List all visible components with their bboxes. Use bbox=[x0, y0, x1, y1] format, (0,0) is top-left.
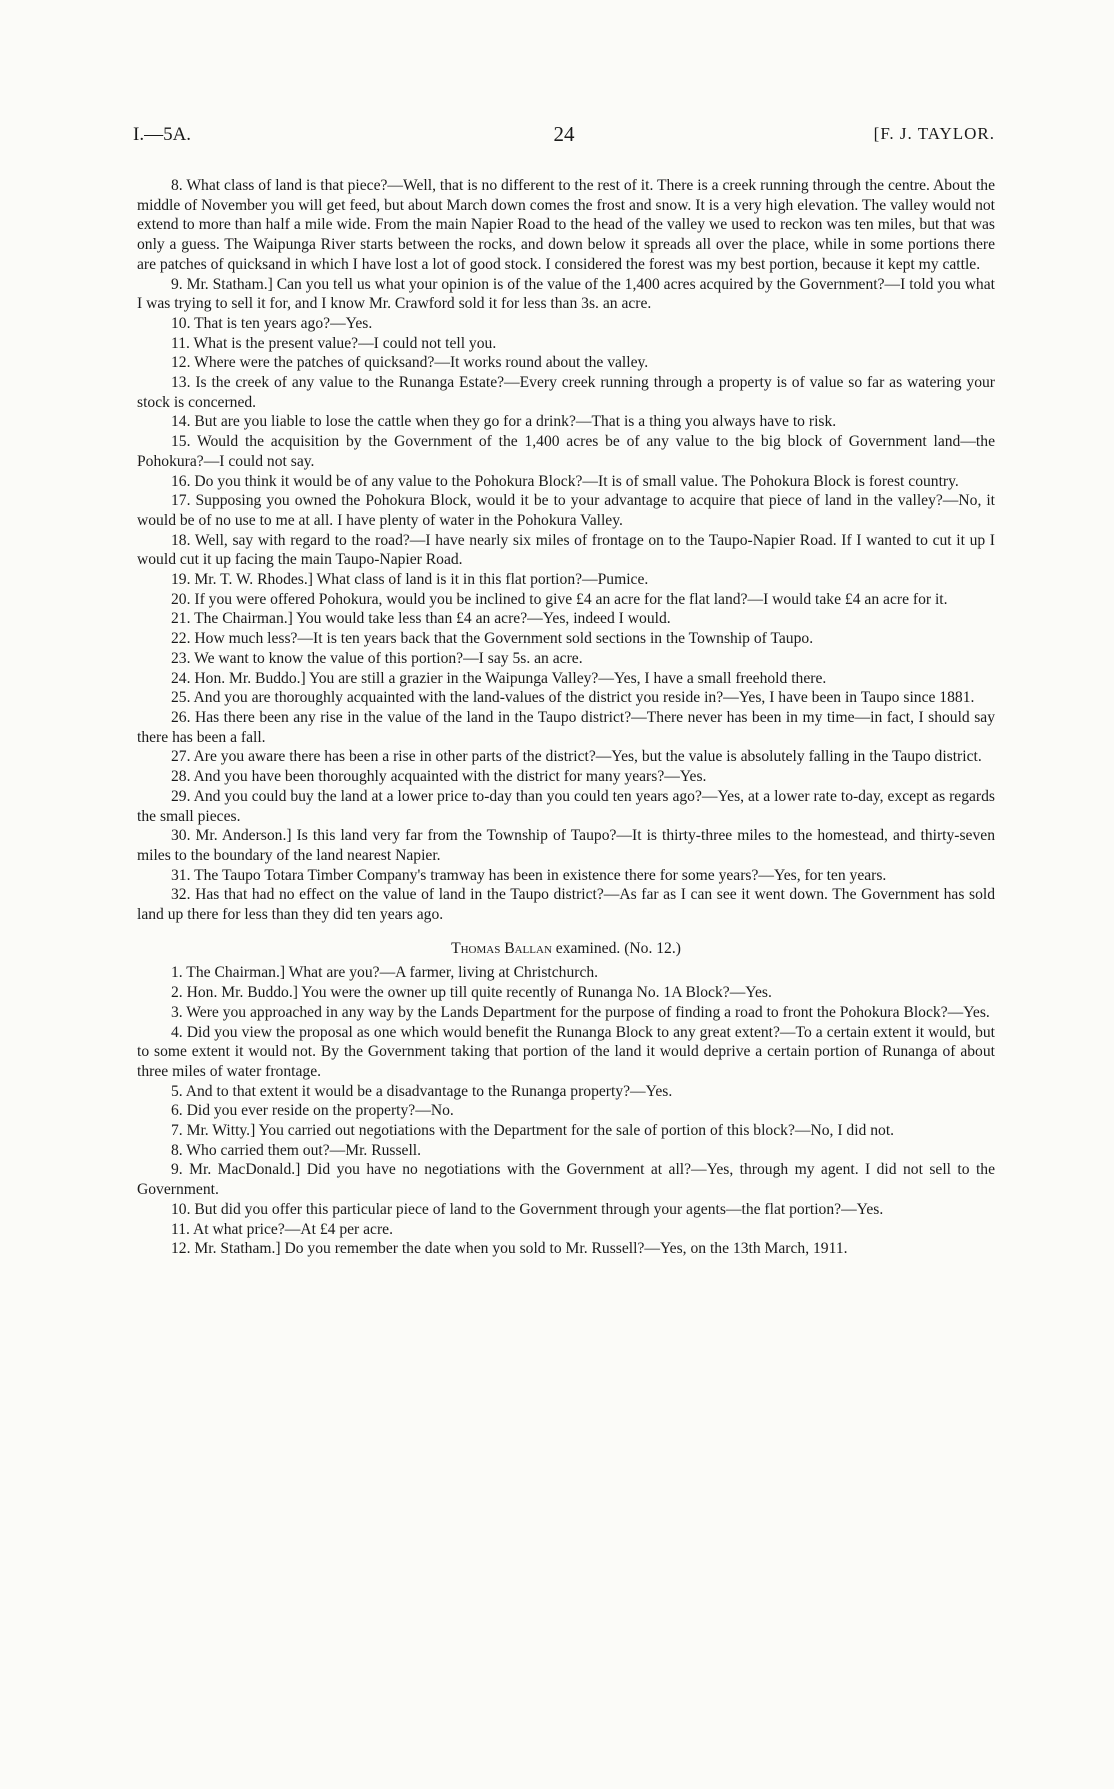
question-paragraph: 15. Would the acquisition by the Government of the 1,400 acres be of any value to the big block of Government land—the Pohokura?—I could not say. bbox=[137, 433, 995, 470]
question-paragraph: 8. What class of land is that piece?—Well, that is no different to the rest of it. There is a creek running through the centre. About the middle of November you will get feed, but about March down comes the frost and snow. It is a very high elevation. The valley would not extend to more than half a mile wide. From the main Napier Road to the head of the valley we used to reckon was ten miles, but that was only a guess. The Waipunga River starts between the rocks, and down below it spreads all over the place, while in some portions there are patches of quicksand in which I have lost a lot of good stock. I considered the forest was my best portion, because it kept my cattle. bbox=[137, 177, 995, 273]
witness-heading bbox=[137, 939, 995, 959]
question-paragraph: 26. Has there been any rise in the value of the land in the Taupo district?—There never has been in my time—in fact, I should say there has been a fall. bbox=[137, 708, 995, 746]
question-paragraph: 29. And you could buy the land at a lower price to-day than you could ten years ago?—Yes, at a lower rate to-day, except as regards the small pieces. bbox=[137, 787, 995, 825]
question-paragraph: 2. Hon. Mr. Buddo.] You were the owner up till quite recently of Runanga No. 1A Block?—Yes. bbox=[171, 984, 772, 1002]
question-paragraph: 17. Supposing you owned the Pohokura Block, would it be to your advantage to acquire that piece of land in the valley?—No, it would be of no use to me at all. I have plenty of water in the Pohokura Valley. bbox=[137, 492, 995, 529]
question-paragraph: 30. Mr. Anderson.] Is this land very far from the Township of Taupo?—It is thirty-three miles to the homestead, and thirty-seven miles to the boundary of the land nearest Napier. bbox=[137, 827, 995, 864]
question-paragraph: 16. Do you think it would be of any value to the Pohokura Block?—It is of small value. The Pohokura Block is forest country. bbox=[171, 472, 959, 490]
page-number: 24 bbox=[553, 122, 575, 146]
question-paragraph: 27. Are you aware there has been a rise in other parts of the district?—Yes, but the value is absolutely falling in the Taupo district. bbox=[171, 748, 982, 766]
question-paragraph: 32. Has that had no effect on the value of land in the Taupo district?—As far as I can see it went down. The Government has sold land up there for less than they did ten years ago. bbox=[137, 886, 995, 924]
paper-reference: I.—5A. bbox=[133, 124, 192, 145]
question-paragraph: 10. That is ten years ago?—Yes. bbox=[171, 314, 373, 332]
question-paragraph: 12. Where were the patches of quicksand?—It works round about the valley. bbox=[171, 354, 649, 372]
question-paragraph: 11. What is the present value?—I could not tell you. bbox=[171, 334, 497, 352]
witness-name: Thomas Ballan bbox=[451, 939, 552, 957]
question-paragraph: 13. Is the creek of any value to the Runanga Estate?—Every creek running through a property is of value so far as watering your stock is concerned. bbox=[137, 374, 995, 411]
question-paragraph: 25. And you are thoroughly acquainted with the land-values of the district you reside in?—Yes, I have been in Taupo since 1881. bbox=[171, 689, 975, 707]
question-paragraph: 21. The Chairman.] You would take less than £4 an acre?—Yes, indeed I would. bbox=[171, 610, 671, 628]
question-paragraph: 28. And you have been thoroughly acquainted with the district for many years?—Yes. bbox=[171, 768, 707, 786]
question-paragraph: 12. Mr. Statham.] Do you remember the date when you sold to Mr. Russell?—Yes, on the 13th March, 1911. bbox=[171, 1240, 848, 1258]
heading-rest: examined. (No. 12.) bbox=[551, 939, 681, 957]
question-paragraph: 9. Mr. MacDonald.] Did you have no negotiations with the Government at all?—Yes, through my agent. I did not sell to the Government. bbox=[137, 1161, 995, 1199]
question-paragraph: 22. How much less?—It is ten years back that the Government sold sections in the Township of Taupo. bbox=[171, 630, 814, 648]
question-paragraph: 9. Mr. Statham.] Can you tell us what your opinion is of the value of the 1,400 acres acquired by the Government?—I told you what I was trying to sell it for, and I know Mr. Crawford sold it for less than 3s. an acre. bbox=[137, 275, 995, 313]
question-paragraph: 23. We want to know the value of this portion?—I say 5s. an acre. bbox=[171, 649, 583, 667]
question-paragraph: 18. Well, say with regard to the road?—I have nearly six miles of frontage on to the Taupo-Napier Road. If I wanted to cut it up I would cut it up facing the main Taupo-Napier Road. bbox=[137, 531, 995, 569]
page-body bbox=[137, 176, 995, 1259]
question-paragraph: 3. Were you approached in any way by the Lands Department for the purpose of finding a road to front the Pohokura Block?—Yes. bbox=[171, 1003, 990, 1021]
testimony-section-ballan bbox=[137, 963, 995, 1259]
page-header bbox=[133, 124, 995, 148]
question-paragraph: 20. If you were offered Pohokura, would you be inclined to give £4 an acre for the flat land?—I would take £4 an acre for it. bbox=[171, 590, 948, 608]
question-paragraph: 8. Who carried them out?—Mr. Russell. bbox=[171, 1141, 422, 1159]
question-paragraph: 24. Hon. Mr. Buddo.] You are still a grazier in the Waipunga Valley?—Yes, I have a small freehold there. bbox=[171, 669, 827, 687]
question-paragraph: 5. And to that extent it would be a disadvantage to the Runanga property?—Yes. bbox=[171, 1082, 673, 1100]
question-paragraph: 10. But did you offer this particular piece of land to the Government through your agents—the flat portion?—Yes. bbox=[171, 1200, 884, 1218]
testimony-section-taylor bbox=[137, 176, 995, 925]
question-paragraph: 14. But are you liable to lose the cattle when they go for a drink?—That is a thing you always have to risk. bbox=[171, 413, 837, 431]
question-paragraph: 7. Mr. Witty.] You carried out negotiations with the Department for the sale of portion of this block?—No, I did not. bbox=[171, 1122, 895, 1140]
question-paragraph: 19. Mr. T. W. Rhodes.] What class of land is it in this flat portion?—Pumice. bbox=[171, 571, 649, 589]
question-paragraph: 1. The Chairman.] What are you?—A farmer, living at Christchurch. bbox=[171, 964, 599, 982]
question-paragraph: 31. The Taupo Totara Timber Company's tramway has been in existence there for some years?—Yes, for ten years. bbox=[171, 866, 887, 884]
witness-name-header: [F. J. TAYLOR. bbox=[873, 124, 995, 143]
question-paragraph: 11. At what price?—At £4 per acre. bbox=[171, 1220, 393, 1238]
question-paragraph: 6. Did you ever reside on the property?—No. bbox=[171, 1102, 454, 1120]
question-paragraph: 4. Did you view the proposal as one which would benefit the Runanga Block to any great extent?—To a certain extent it would, but to some extent it would not. By the Government taking that portion of the land it would deprive a certain portion of Runanga of about three miles of water frontage. bbox=[137, 1023, 995, 1080]
